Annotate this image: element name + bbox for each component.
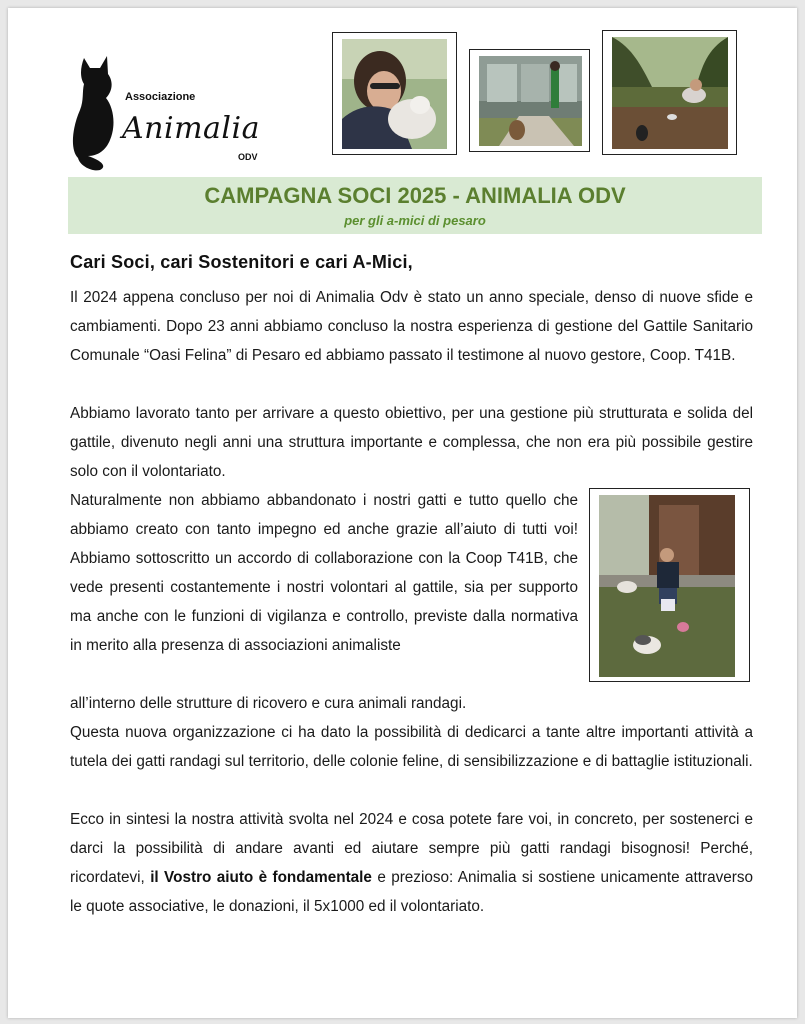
animalia-logo — [70, 48, 260, 178]
campaign-banner — [68, 177, 762, 234]
header-photo-volunteer-cat — [332, 32, 457, 155]
header-photo-shelter-cat — [469, 49, 590, 152]
paragraph-2: Abbiamo lavorato tanto per arrivare a questo obiettivo, per una gestione più strutturata e solida del gattile, divenuto negli anni una struttura importante e complessa, che non era più possibile gestire solo con il volontariato. — [70, 405, 753, 480]
banner-title: CAMPAGNA SOCI 2025 - ANIMALIA ODV — [204, 183, 626, 208]
logo-association-label: Associazione — [125, 91, 196, 103]
logo-name: Animalia — [122, 111, 260, 146]
paragraph-5 — [70, 805, 753, 921]
header-photo-garden-volunteer — [602, 30, 737, 155]
paragraph-3: Naturalmente non abbiamo abbandonato i nostri gatti e tutto quello che abbiamo creato con tanto impegno ed anche grazie all’aiuto di tutti voi! Abbiamo sottoscritto un accordo di collaborazione con la Coop T41B, che vede presenti costantemente i nostri volontari al gattile, sia per supporto ma anche con le funzioni di vigilanza e controllo, previste dalla normativa in merito alla presenza di associazioni animaliste — [70, 492, 578, 654]
paragraph-5-text-b: e prezioso: Animalia si sostiene unicamente attraverso le quote associative, le donazioni, il 5x1000 ed il volontariato. — [70, 869, 754, 915]
paragraph-5-text-a: Ecco in sintesi la nostra attività svolta nel 2024 e cosa potete fare voi, in concreto, per sostenerci e darci la possibilità di andare avanti ed aiutare sempre più gatti randagi bisognosi! Perché, ricordatevi, — [70, 811, 753, 886]
paragraph-5-bold: il Vostro aiuto è fondamentale — [150, 869, 372, 886]
cat-silhouette-icon — [70, 48, 130, 173]
logo-suffix: ODV — [238, 152, 258, 162]
inline-photo-volunteer-cats — [589, 488, 750, 682]
letter-greeting: Cari Soci, cari Sostenitori e cari A-Mici, — [70, 252, 413, 272]
paragraph-1: Il 2024 appena concluso per noi di Animalia Odv è stato un anno speciale, denso di nuove sfide e cambiamenti. Dopo 23 anni abbiamo concluso la nostra esperienza di gestione del Gattile Sanitario Comunale “Oasi Felina” di Pesaro ed abbiamo passato il testimone al nuovo gestore, Coop. T41B. — [70, 289, 753, 364]
document-page — [8, 8, 797, 1018]
paragraph-3-end: all’interno delle strutture di ricovero e cura animali randagi. — [70, 695, 467, 712]
paragraph-4: Questa nuova organizzazione ci ha dato la possibilità di dedicarci a tante altre importanti attività a tutela dei gatti randagi sul territorio, delle colonie feline, di sensibilizzazione e di battaglie istituzionali. — [70, 724, 753, 770]
banner-subtitle: per gli a-mici di pesaro — [344, 213, 486, 228]
